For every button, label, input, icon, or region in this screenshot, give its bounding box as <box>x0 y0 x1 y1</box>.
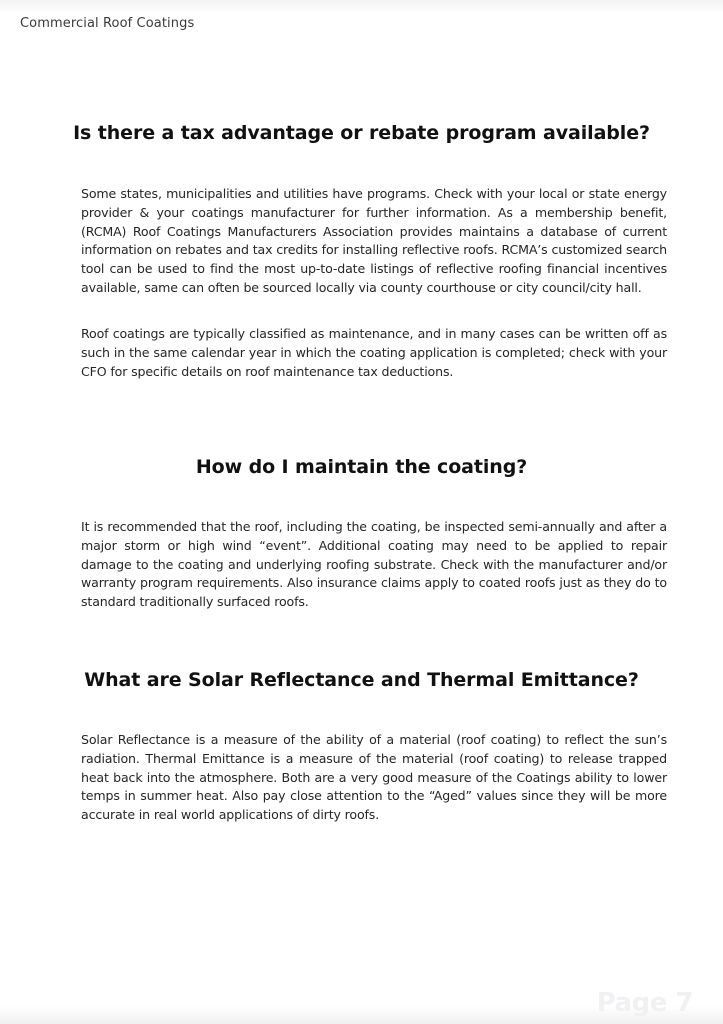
page-number-watermark: Page 7 <box>596 988 693 1018</box>
document-header-title: Commercial Roof Coatings <box>20 16 195 31</box>
paragraph-tax-programs: Some states, municipalities and utilities have programs. Check with your local or state energy provider & your coatings manufacturer for further information. As a membership benefit, (RCMA) Roof Coatings Manufacturers Association provides maintains a database of current information on rebates and tax credits for installing reflective roofs. RCMA’s customized search tool can be used to find the most up-to-date listings of reflective roofing financial incentives available, same can often be sourced locally via county courthouse or city council/city hall. <box>81 186 667 295</box>
heading-solar-reflectance: What are Solar Reflectance and Thermal Emittance? <box>84 669 639 691</box>
heading-tax-advantage: Is there a tax advantage or rebate program available? <box>73 122 650 144</box>
paragraph-maintenance: It is recommended that the roof, including the coating, be inspected semi-annually and after a major storm or high wind “event”. Additional coating may need to be applied to repair damage to the coating and underlying roofing substrate. Check with the manufacturer and/or warranty program requirements. Also insurance claims apply to coated roofs just as they do to standard traditionally surfaced roofs. <box>81 519 667 610</box>
paragraph-tax-deductions: Roof coatings are typically classified as maintenance, and in many cases can be written off as such in the same calendar year in which the coating application is completed; check with your CFO for specific details on roof maintenance tax deductions. <box>81 326 667 379</box>
paragraph-solar-reflectance: Solar Reflectance is a measure of the ability of a material (roof coating) to reflect the sun’s radiation. Thermal Emittance is a measure of the material (roof coating) to release trapped heat back into the atmosphere. Both are a very good measure of the Coatings ability to lower temps in summer heat. Also pay close attention to the “Aged” values since they will be more accurate in real world applications of dirty roofs. <box>81 732 667 823</box>
heading-maintain-coating: How do I maintain the coating? <box>195 456 528 478</box>
